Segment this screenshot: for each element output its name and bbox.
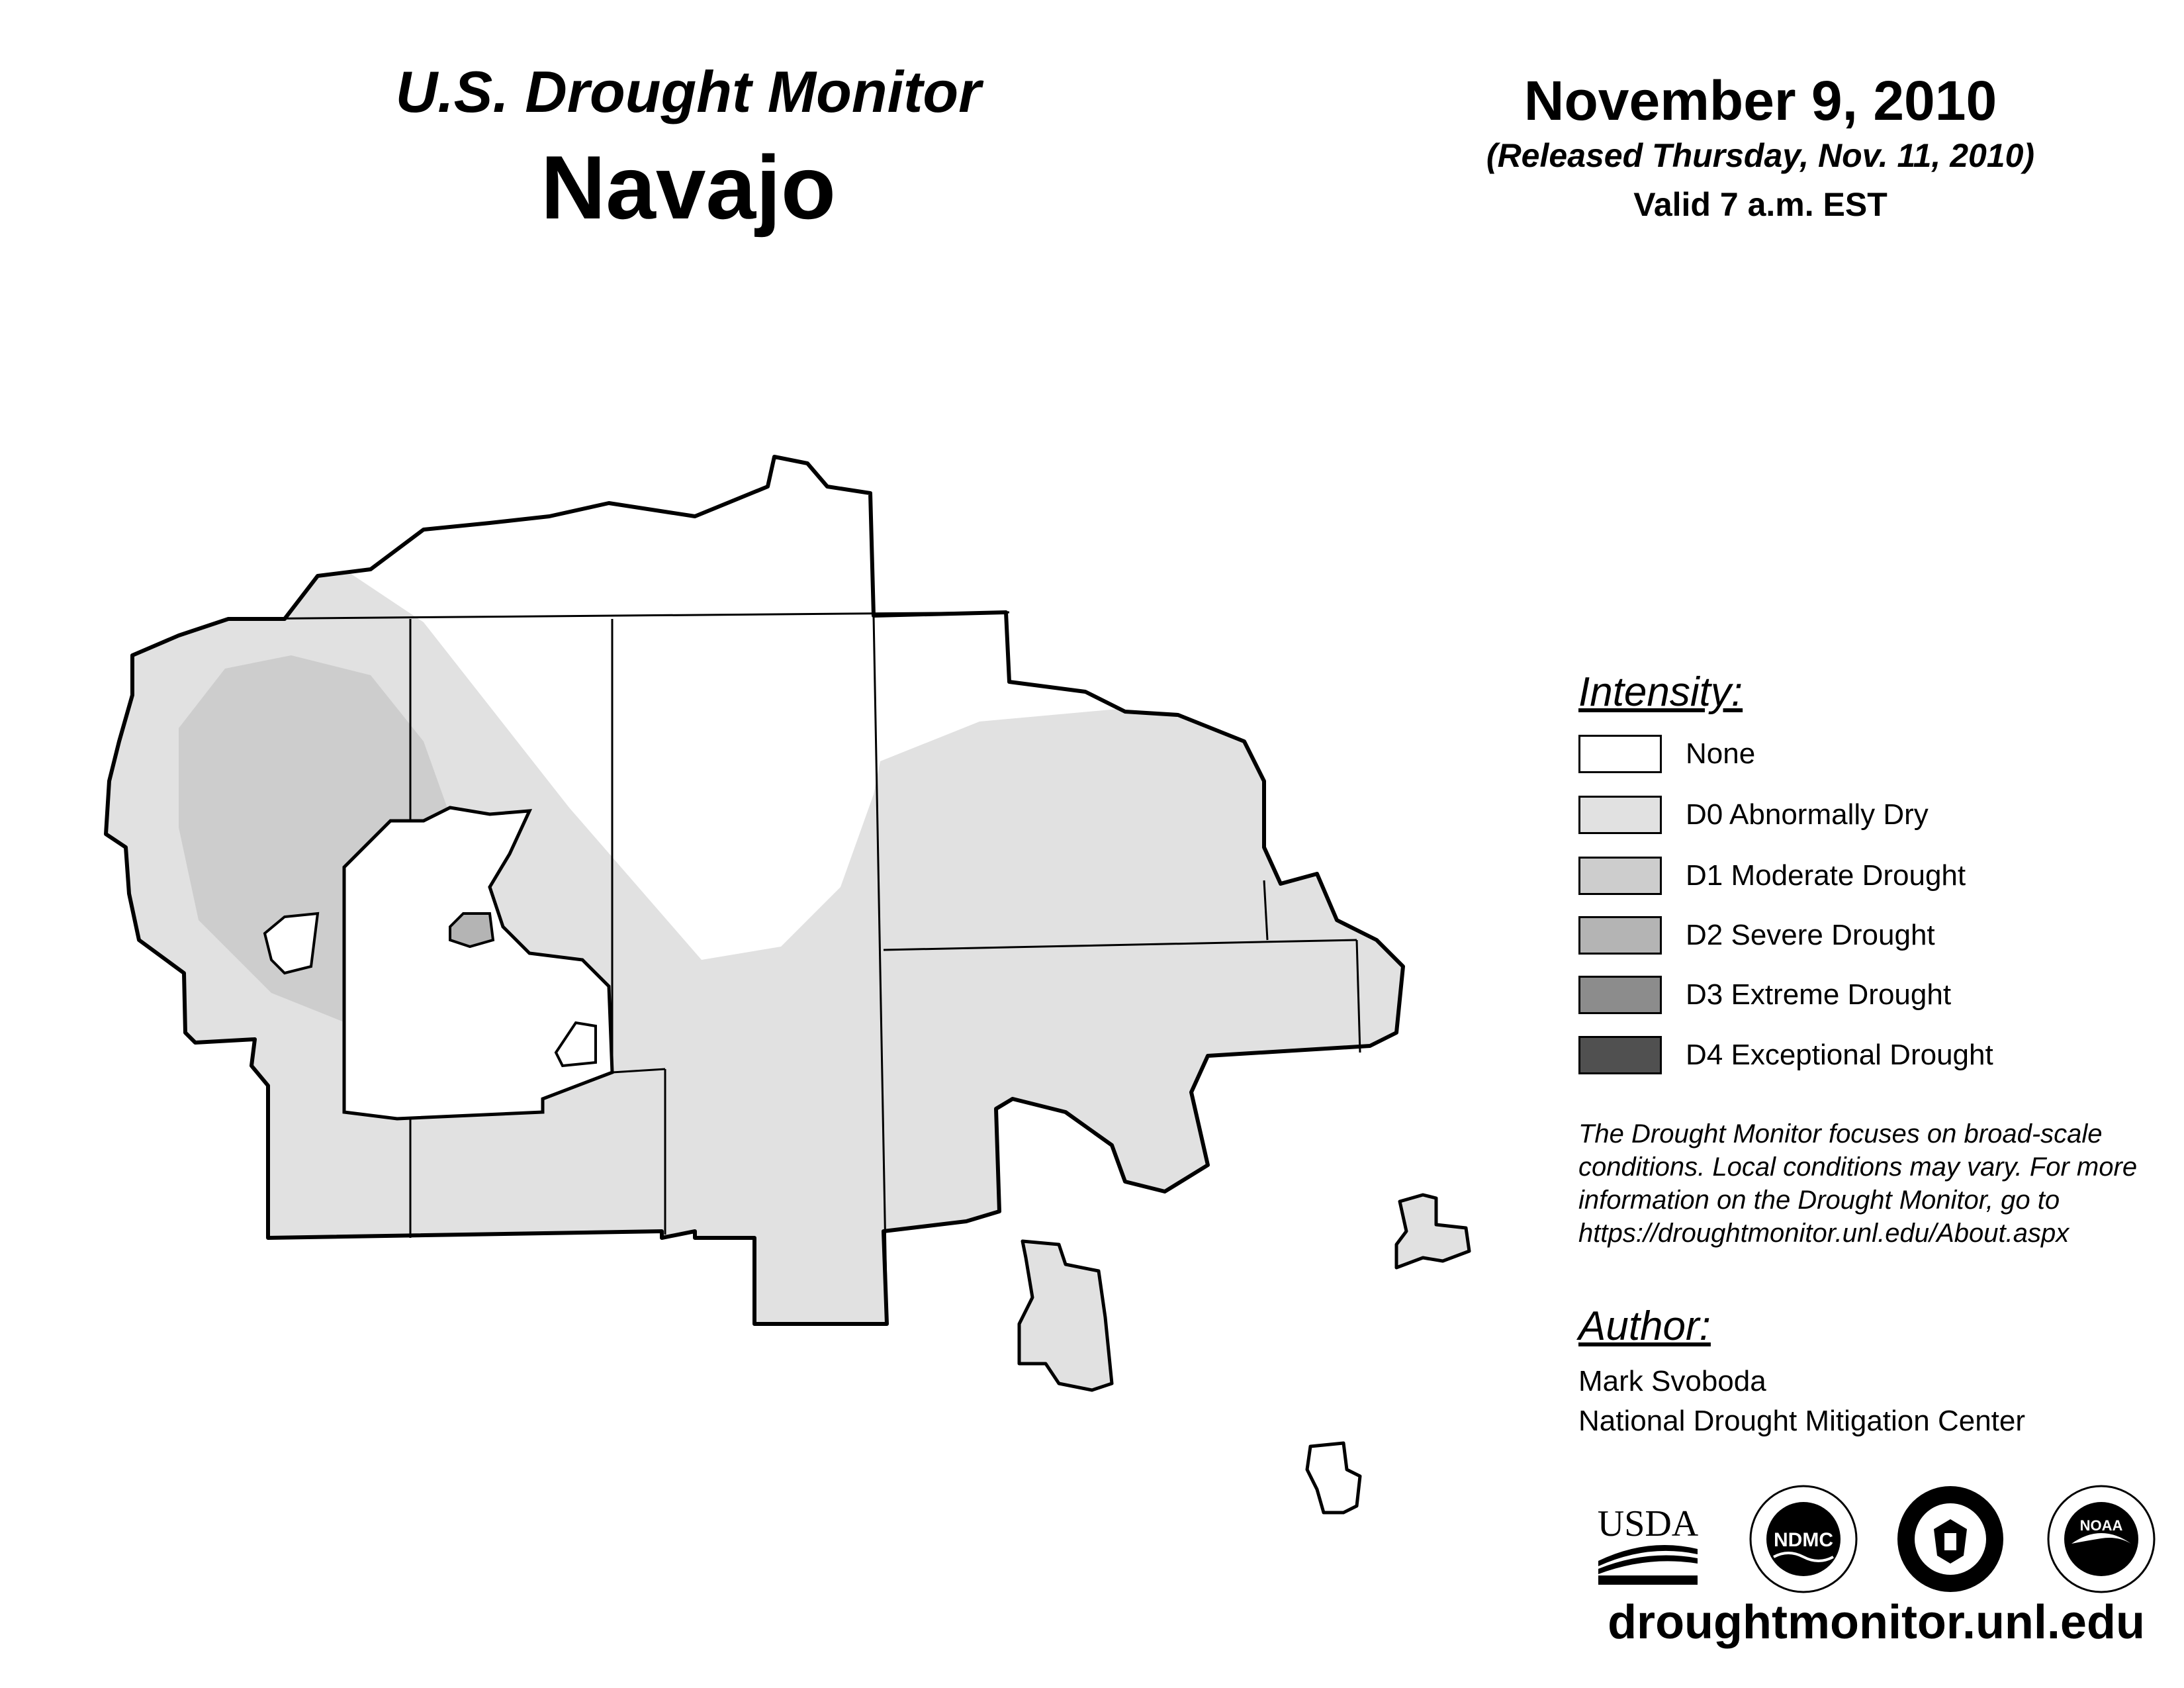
outlying-areas xyxy=(1019,1195,1469,1513)
legend-heading: Intensity: xyxy=(1578,669,1743,715)
legend-swatch xyxy=(1578,796,1662,834)
legend-label: D2 Severe Drought xyxy=(1686,919,1935,951)
d2-severe-drought-patch xyxy=(450,914,493,947)
author-organization: National Drought Mitigation Center xyxy=(1578,1405,2026,1437)
outlying-area-east xyxy=(1396,1195,1469,1268)
author-name: Mark Svoboda xyxy=(1578,1365,1766,1397)
author-heading: Author: xyxy=(1578,1303,1711,1349)
commerce-seal-logo xyxy=(1894,1483,2007,1595)
ndmc-logo xyxy=(1747,1483,1860,1595)
website-link[interactable]: droughtmonitor.unl.edu xyxy=(1608,1596,2145,1649)
legend-label: D1 Moderate Drought xyxy=(1686,859,1966,892)
legend-swatch xyxy=(1578,857,1662,895)
legend-label: None xyxy=(1686,737,1756,770)
legend-label: D3 Extreme Drought xyxy=(1686,978,1952,1011)
legend-swatch xyxy=(1578,735,1662,773)
legend-label: D4 Exceptional Drought xyxy=(1686,1039,1993,1071)
legend-swatch xyxy=(1578,1036,1662,1074)
ndmc-logo-text: NDMC xyxy=(1774,1529,1833,1551)
map-supertitle: U.S. Drought Monitor xyxy=(395,59,981,124)
outlying-area-south xyxy=(1307,1443,1360,1513)
outlying-area-ramah xyxy=(1019,1241,1112,1390)
valid-time: Valid 7 a.m. EST xyxy=(1633,186,1888,223)
map-date: November 9, 2010 xyxy=(1524,70,1997,132)
noaa-logo xyxy=(2045,1483,2158,1595)
legend-label: D0 Abnormally Dry xyxy=(1686,798,1929,831)
disclaimer-note: The Drought Monitor focuses on broad-scale conditions. Local conditions may vary. For more information on the Drought Monitor, go to https://droughtmonitor.unl.edu/About.aspx xyxy=(1578,1119,2138,1248)
map-title: Navajo xyxy=(541,137,836,238)
legend-swatch xyxy=(1578,976,1662,1014)
usda-logo xyxy=(1592,1483,1704,1595)
usda-logo-text: USDA xyxy=(1597,1503,1699,1544)
legend-swatch xyxy=(1578,916,1662,955)
release-date: (Released Thursday, Nov. 11, 2010) xyxy=(1486,137,2035,174)
noaa-logo-text: NOAA xyxy=(2079,1517,2123,1534)
